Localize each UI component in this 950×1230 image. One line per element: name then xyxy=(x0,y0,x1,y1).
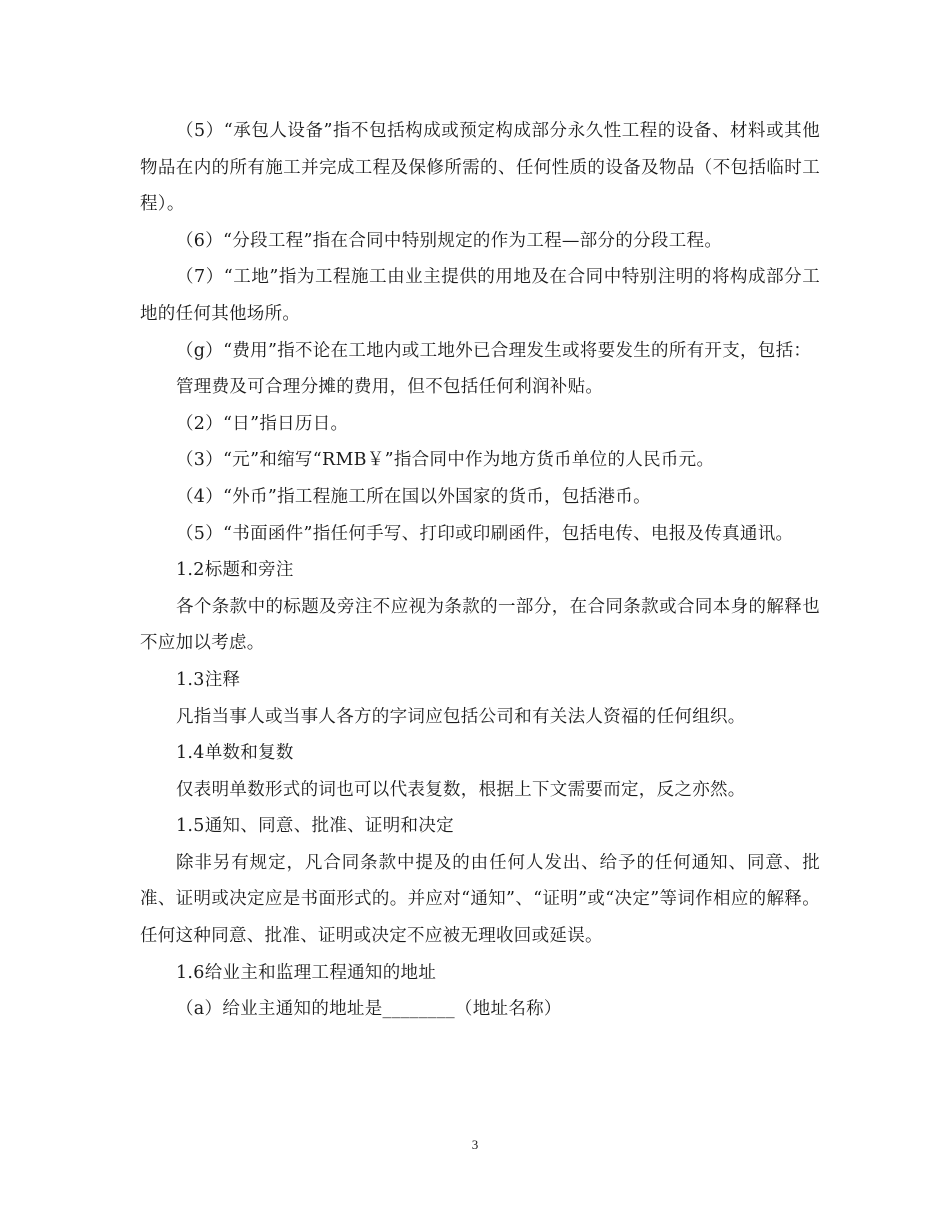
paragraph-employer-address: （a）给业主通知的地址是________（地址名称） xyxy=(176,999,562,1020)
paragraph-interpretation: 凡指当事人或当事人各方的字词应包括公司和有关法人资福的任何组织。 xyxy=(176,706,746,727)
paragraph-day: （2）“日”指日历日。 xyxy=(176,413,349,434)
paragraph-site: （7）“工地”指为工程施工由业主提供的用地及在合同中特别注明的将构成部分工地的任何其他场所。 xyxy=(140,267,820,324)
paragraph-management-fees: 管理费及可合理分摊的费用，但不包括任何利润补贴。 xyxy=(176,377,604,398)
paragraph-costs: （g）“费用”指不论在工地内或工地外已合理发生或将要发生的所有开支，包括： xyxy=(176,340,812,361)
section-heading-1-3: 1.3注释 xyxy=(176,669,241,690)
paragraph-singular-plural: 仅表明单数形式的词也可以代表复数，根据上下文需要而定，反之亦然。 xyxy=(176,779,746,800)
paragraph-written-letters: （5）“书面函件”指任何手写、打印或印刷函件，包括电传、电报及传真通讯。 xyxy=(176,523,794,544)
section-heading-1-5: 1.5通知、同意、批准、证明和决定 xyxy=(176,816,454,837)
paragraph-contractor-equipment: （5）“承包人设备”指不包括构成或预定构成部分永久性工程的设备、材料或其他物品在内的所有施工并完成工程及保修所需的、任何性质的设备及物品（不包括临时工程）。 xyxy=(140,121,820,215)
paragraph-headings-notes: 各个条款中的标题及旁注不应视为条款的一部分，在合同条款或合同本身的解释也不应加以考虑。 xyxy=(140,596,820,654)
paragraph-section-works: （6）“分段工程”指在合同中特别规定的作为工程—部分的分段工程。 xyxy=(176,230,723,251)
paragraph-foreign-currency: （4）“外币”指工程施工所在国以外国家的货币，包括港币。 xyxy=(176,486,651,507)
paragraph-notices: 除非另有规定，凡合同条款中提及的由任何人发出、给予的任何通知、同意、批准、证明或决定应是书面形式的。并应对“通知”、“证明”或“决定”等词作相应的解释。任何这种同意、批准、证明或决定不应被无理收回或延误。 xyxy=(140,852,820,947)
section-heading-1-4: 1.4单数和复数 xyxy=(176,743,294,764)
paragraph-yuan: （3）“元”和缩写“RMB￥”指合同中作为地方货币单位的人民币元。 xyxy=(176,450,715,471)
document-body xyxy=(140,113,820,1028)
page-number: 3 xyxy=(471,1137,479,1152)
section-heading-1-2: 1.2标题和旁注 xyxy=(176,560,294,581)
section-heading-1-6: 1.6给业主和监理工程通知的地址 xyxy=(176,962,437,983)
